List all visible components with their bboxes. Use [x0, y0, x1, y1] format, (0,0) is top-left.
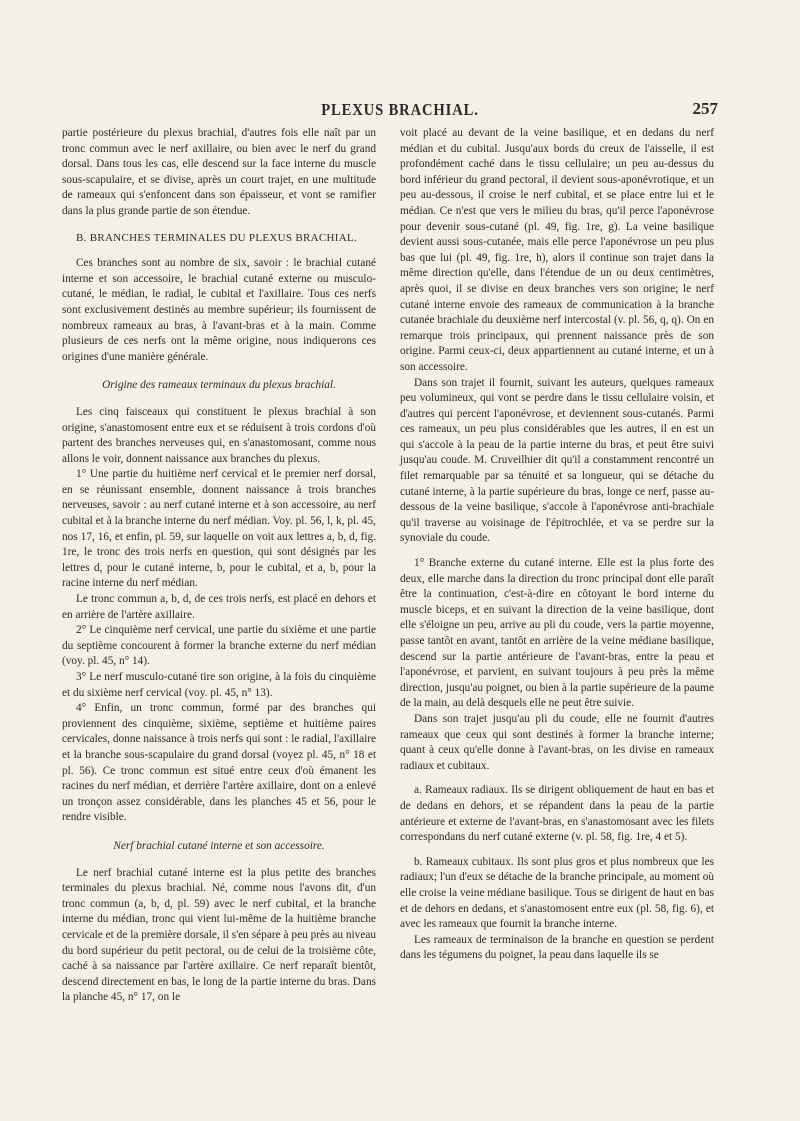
paragraph: 1° Une partie du huitième nerf cervical et le premier nerf dorsal, en se réunissant ensemble, donnent naissance à trois branches nerveuses, savoir : au nerf cutané interne et à son accessoire, au nerf cubital et à la branche interne du nerf médian. Voy. pl. 56, l, k, pl. 45, nos 17, 16, et enfin, pl. 59, sur laquelle on voit aux lettres a, b, d, fig. 1re, le tronc des trois nerfs en question, qui sont désignés par les lettres d, pour le cutané interne, b, pour le cubital, et a, b, pour la racine interne du nerf médian.: [62, 468, 376, 590]
paragraph: Dans son trajet jusqu'au pli du coude, elle ne fournit d'autres rameaux que ceux qui sont destinés à former la branche interne; quant à ceux qu'elle donne à l'avant-bras, on les divise en rameaux radiaux et cubitaux.: [400, 712, 714, 772]
paragraph: a. Rameaux radiaux. Ils se dirigent obliquement de haut en bas et de dedans en dehors, et se répandent dans la peau de la partie antérieure et externe de l'avant-bras, en s'anastomosant avec les filets correspondans du nerf cutané externe (v. pl. 58, fig. 1re, 4 et 5).: [400, 784, 714, 844]
paragraph: Le tronc commun a, b, d, de ces trois nerfs, est placé en dehors et en arrière de l'artère axillaire.: [62, 593, 376, 621]
paragraph: 1° Branche externe du cutané interne. Elle est la plus forte des deux, elle marche dans la direction du tronc principal dont elle paraît être la continuation, c'est-à-dire en côtoyant le bord interne du muscle biceps, et en suivant la direction de la veine basilique, dont elle s'éloigne un peu, arrive au pli du coude, vers la partie moyenne, passe tantôt en avant, tantôt en arrière de la veine médiane basilique, descend sur la partie antérieure de l'avant-bras, entre la peau et l'aponévrose, et parvient, en suivant toujours à peu près la même direction, jusqu'au poignet, ou bien à la partie supérieure de la paume de la main, au delà desquels elle ne peut être suivie.: [400, 557, 714, 710]
paragraph: Les rameaux de terminaison de la branche en question se perdent dans les tégumens du poignet, la peau dans laquelle ils se: [400, 933, 714, 962]
paragraph: Dans son trajet il fournit, suivant les auteurs, quelques rameaux peu volumineux, qui vont se perdre dans le tissu cellulaire voisin, et d'autres qui percent l'aponévrose, et deviennent sous-cutanés. Parmi ces rameaux, un peu plus considérables que les autres, il en est un qui s'accole à la peau de la partie interne du bras, et peut être suivi jusqu'au coude. M. Cruveilhier dit qu'il a constamment rencontré un filet remarquable par sa ténuité et sa longueur, qui se détache du cutané interne, à la partie supérieure du bras, longe ce nerf, passe au-dessous de la veine basilique, s'accole à l'aponévrose anti-brachiale qu'il traverse au voisinage de l'épitrochlée, et va se perdre sur la synoviale du coude.: [400, 376, 714, 545]
running-title: PLEXUS BRACHIAL.: [321, 100, 479, 119]
subsection-heading: Nerf brachial cutané interne et son accessoire.: [113, 839, 325, 852]
paragraph: partie postérieure du plexus brachial, d'autres fois elle naît par un tronc commun avec le nerf axillaire, ou bien avec le nerf du grand dorsal. Dans tous les cas, elle descend sur la face interne du muscle sous-scapulaire, et se divise, après un court trajet, en une multitude de rameaux qui s'enfoncent dans son épaisseur, et vont se ramifier dans la plus grande partie de son étendue.: [62, 127, 376, 217]
section-heading: B. BRANCHES TERMINALES DU PLEXUS BRACHIAL.: [76, 231, 358, 244]
page-number: 257: [692, 99, 718, 118]
paragraph: b. Rameaux cubitaux. Ils sont plus gros et plus nombreux que les radiaux; l'un d'eux se détache de la branche principale, au moment où elle croise la veine médiane basilique. Tous se dirigent de haut en bas et de dehors en dedans, et s'anastomosent entre eux (pl. 58, fig. 6), et avec les rameaux que fournit la branche interne.: [400, 855, 714, 931]
paragraph: 2° Le cinquième nerf cervical, une partie du sixième et une partie du septième concourent à former la branche externe du nerf médian (voy. pl. 45, n° 14).: [62, 624, 376, 668]
paragraph: voit placé au devant de la veine basilique, et en dedans du nerf médian et du cubital. Jusqu'aux bords du creux de l'aisselle, il est profondément caché dans le tissu cellulaire; un peu au-dessus du bord inférieur du grand pectoral, il devient sous-aponévrotique, et un peu au-dessous, il croise le nerf cubital, et se place entre lui et le médian. Ce n'est que vers le milieu du bras, qu'il perce l'aponévrose pour devenir sous-cutané (pl. 49, fig. 1re, g). La veine basilique devient aussi sous-cutanée, mais elle perce l'aponévrose un peu plus bas que lui (pl. 49, fig. 1re, h), alors il continue son trajet dans la même direction qu'elle, dans l'étendue de un ou deux centimètres, après quoi, il se divise en deux branches vers son origine; le nerf cutané interne envoie des rameaux de communication à la branche cutanée brachiale du deuxième nerf intercostal (v. pl. 56, q, q). On en remarque trois principaux, qui prennent naissance près de son origine. Parmi ceux-ci, deux appartiennent au cutané interne, et un à son accessoire.: [400, 127, 714, 373]
subsection-heading: Origine des rameaux terminaux du plexus brachial.: [102, 379, 336, 392]
paragraph: Ces branches sont au nombre de six, savoir : le brachial cutané interne et son accessoire, le brachial cutané externe ou musculo-cutané, le médian, le radial, le cubital et l'axillaire. Tous ces nerfs sont exclusivement destinés au membre supérieur; ils fournissent de nombreux rameaux au bras, à l'avant-bras et à la main. Comme plusieurs de ces nerfs ont la même origine, nous indiquerons ces origines d'une manière générale.: [62, 257, 376, 363]
page-header: [0, 98, 800, 126]
left-column: [62, 126, 376, 1006]
paragraph: Les cinq faisceaux qui constituent le plexus brachial à son origine, s'anastomosent entre eux et se réduisent à trois cordons d'où partent des branches nerveuses qui, en s'anastomosant, comme nous allons le voir, donnent naissance aux branches du plexus.: [62, 405, 376, 465]
paragraph: 4° Enfin, un tronc commun, formé par des branches qui proviennent des cinquième, sixième, septième et huitième paires cervicales, donne naissance à trois nerfs qui sont : le radial, l'axillaire et la branche sous-scapulaire du grand dorsal (voyez pl. 45, n° 18 et pl. 56). Ce tronc commun est situé entre ceux d'où émanent les racines du nerf médian, et derrière l'artère axillaire, dont on a enlevé un tronçon assez considérable, dans les planches 45 et 56, pour le rendre visible.: [62, 702, 376, 824]
paragraph: Le nerf brachial cutané interne est la plus petite des branches terminales du plexus brachial. Né, comme nous l'avons dit, d'un tronc commun (a, b, d, pl. 59) avec le nerf cubital, et la branche interne du médian, tronc qui vient lui-même de la huitième branche cervicale et de la première dorsale, il s'en sépare à peu près au niveau du bord supérieur du petit pectoral, ou de celui de la troisième côte, caché à sa naissance par l'artère axillaire. Ce nerf reparaît bientôt, descend directement en bas, le long de la partie interne du bras. Dans la planche 45, n° 17, on le: [62, 866, 376, 1004]
paragraph: 3° Le nerf musculo-cutané tire son origine, à la fois du cinquième et du sixième nerf cervical (voy. pl. 45, n° 13).: [62, 671, 376, 699]
right-column: [400, 126, 714, 964]
